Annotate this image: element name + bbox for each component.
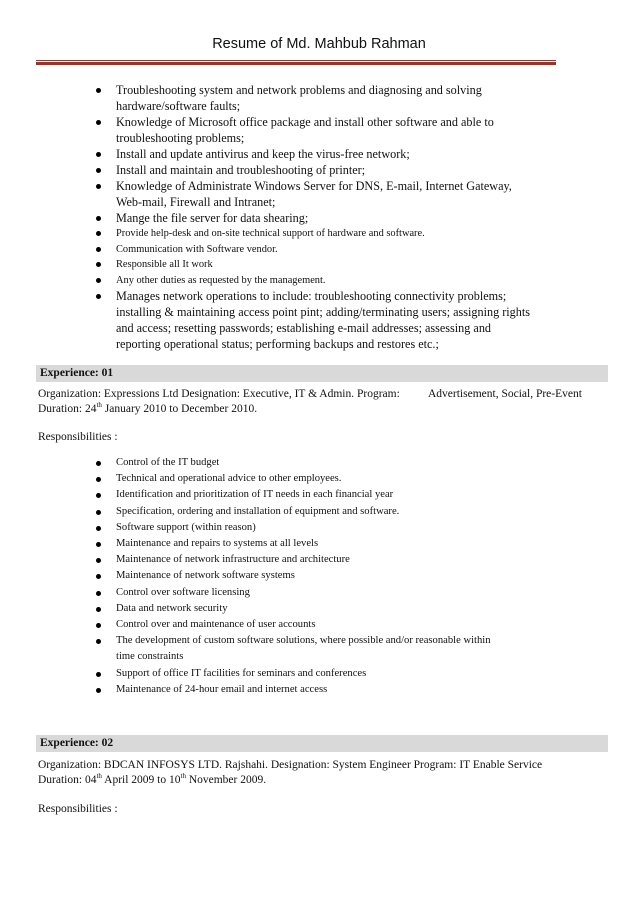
skill-text: Manages network operations to include: troubleshooting connectivity problems;	[116, 289, 507, 303]
responsibility-text: The development of custom software solutions, where possible and/or reasonable within	[116, 635, 491, 647]
responsibility-text: Control over and maintenance of user accounts	[116, 619, 316, 631]
duration-text: April 2009 to 10	[101, 774, 181, 786]
responsibility-item	[116, 585, 566, 601]
skill-text: Install and update antivirus and keep the virus-free network;	[116, 147, 410, 161]
responsibility-text: Software support (within reason)	[116, 521, 256, 533]
responsibility-text: Support of office IT facilities for seminars and conferences	[116, 667, 367, 679]
skill-item	[116, 226, 566, 242]
skill-text: Knowledge of Administrate Windows Server for DNS, E-mail, Internet Gateway,	[116, 179, 512, 193]
responsibility-item	[116, 471, 566, 487]
responsibility-text-continued: time constraints	[116, 651, 184, 663]
responsibility-item	[116, 633, 566, 665]
responsibility-item	[116, 568, 566, 584]
bullet-icon	[96, 120, 101, 125]
bullet-icon	[96, 168, 101, 173]
responsibility-item	[116, 552, 566, 568]
bullet-icon	[96, 526, 101, 531]
experience-01-responsibilities-label: Responsibilities :	[38, 431, 118, 443]
responsibility-item	[116, 487, 566, 503]
skill-text-continued: and access; resetting passwords; establishing e-mail addresses; assessing and	[116, 321, 492, 335]
skill-text-continued: hardware/software faults;	[116, 99, 241, 113]
duration-sup: th	[96, 772, 102, 781]
duration-text: November 2009.	[185, 774, 267, 786]
skill-item	[116, 242, 566, 258]
bullet-icon	[96, 262, 101, 267]
bullet-icon	[96, 672, 101, 677]
responsibility-item	[116, 617, 566, 633]
bullet-icon	[96, 510, 101, 515]
skill-item	[116, 178, 566, 210]
skill-text-continued: troubleshooting problems;	[116, 131, 245, 145]
skill-item	[116, 273, 566, 289]
bullet-icon	[96, 493, 101, 498]
skill-item	[116, 288, 566, 352]
bullet-icon	[96, 278, 101, 283]
page-title: Resume of Md. Mahbub Rahman	[212, 36, 426, 52]
skill-item	[116, 146, 566, 162]
responsibility-text: Maintenance of network infrastructure and architecture	[116, 554, 350, 566]
skill-text: Knowledge of Microsoft office package and install other software and able to	[116, 115, 494, 129]
bullet-icon	[96, 607, 101, 612]
skill-text: Communication with Software vendor.	[116, 243, 278, 255]
responsibility-text: Control of the IT budget	[116, 457, 220, 468]
experience-02-organization: Organization: BDCAN INFOSYS LTD. Rajshahi. Designation: System Engineer Program: IT Enable Service	[38, 759, 543, 771]
responsibility-text: Control over software licensing	[116, 586, 250, 598]
skill-text-continued: Web-mail, Firewall and Intranet;	[116, 195, 276, 209]
bullet-icon	[96, 247, 101, 252]
experience-01-heading: Experience: 01	[36, 365, 608, 382]
bullet-icon	[96, 231, 101, 236]
experience-01-responsibilities-list	[116, 455, 566, 698]
skill-text: Provide help-desk and on-site technical support of hardware and software.	[116, 228, 425, 239]
responsibility-text: Specification, ordering and installation of equipment and software.	[116, 505, 400, 517]
responsibility-text: Maintenance and repairs to systems at all levels	[116, 538, 319, 550]
responsibility-text: Identification and prioritization of IT needs in each financial year	[116, 489, 394, 501]
bullet-icon	[96, 591, 101, 596]
responsibility-item	[116, 682, 566, 698]
bullet-icon	[96, 623, 101, 628]
header-rule-thin	[36, 60, 556, 61]
skill-text: Install and maintain and troubleshooting of printer;	[116, 163, 366, 177]
experience-02-responsibilities-label: Responsibilities :	[38, 803, 118, 815]
responsibility-text: Maintenance of network software systems	[116, 570, 295, 582]
experience-02-duration	[38, 773, 266, 788]
skill-text: Troubleshooting system and network problems and diagnosing and solving	[116, 83, 482, 97]
skill-item	[116, 82, 566, 114]
experience-01-duration	[38, 402, 257, 417]
bullet-icon	[96, 461, 101, 466]
skill-text: Any other duties as requested by the management.	[116, 274, 326, 286]
responsibility-text: Technical and operational advice to other employees.	[116, 473, 342, 485]
responsibility-item	[116, 666, 566, 682]
responsibility-item	[116, 455, 566, 471]
duration-sup: th	[96, 401, 102, 410]
responsibility-item	[116, 601, 566, 617]
responsibility-item	[116, 536, 566, 552]
bullet-icon	[96, 574, 101, 579]
skill-text-continued: installing & maintaining access point pint; adding/terminating users; assigning rights	[116, 305, 530, 319]
skill-text: Responsible all It work	[116, 259, 213, 270]
responsibility-text: Data and network security	[116, 602, 228, 614]
bullet-icon	[96, 558, 101, 563]
bullet-icon	[96, 184, 101, 189]
experience-01-organization	[38, 387, 582, 402]
bullet-icon	[96, 477, 101, 482]
duration-text: Duration: 24	[38, 403, 97, 415]
responsibility-item	[116, 520, 566, 536]
skill-text-continued: reporting operational status; performing backups and restores etc.;	[116, 337, 439, 351]
skills-list	[116, 82, 566, 352]
bullet-icon	[96, 688, 101, 693]
bullet-icon	[96, 216, 101, 221]
skill-item	[116, 162, 566, 178]
skill-text: Mange the file server for data shearing;	[116, 211, 309, 225]
skill-item	[116, 114, 566, 146]
experience-01-program: Advertisement, Social, Pre-Event	[428, 388, 582, 400]
bullet-icon	[96, 639, 101, 644]
header-rule-thick	[36, 62, 556, 65]
bullet-icon	[96, 152, 101, 157]
skill-item	[116, 210, 566, 226]
responsibility-item	[116, 504, 566, 520]
bullet-icon	[96, 88, 101, 93]
duration-text: Duration: 04	[38, 774, 97, 786]
skill-item	[116, 257, 566, 273]
duration-text: January 2010 to December 2010.	[101, 403, 258, 415]
duration-sup: th	[180, 772, 186, 781]
experience-02-heading: Experience: 02	[36, 735, 608, 752]
bullet-icon	[96, 542, 101, 547]
experience-01-organization-text: Organization: Expressions Ltd Designation: Executive, IT & Admin. Program:	[38, 388, 400, 400]
bullet-icon	[96, 294, 101, 299]
responsibility-text: Maintenance of 24-hour email and internet access	[116, 683, 328, 695]
